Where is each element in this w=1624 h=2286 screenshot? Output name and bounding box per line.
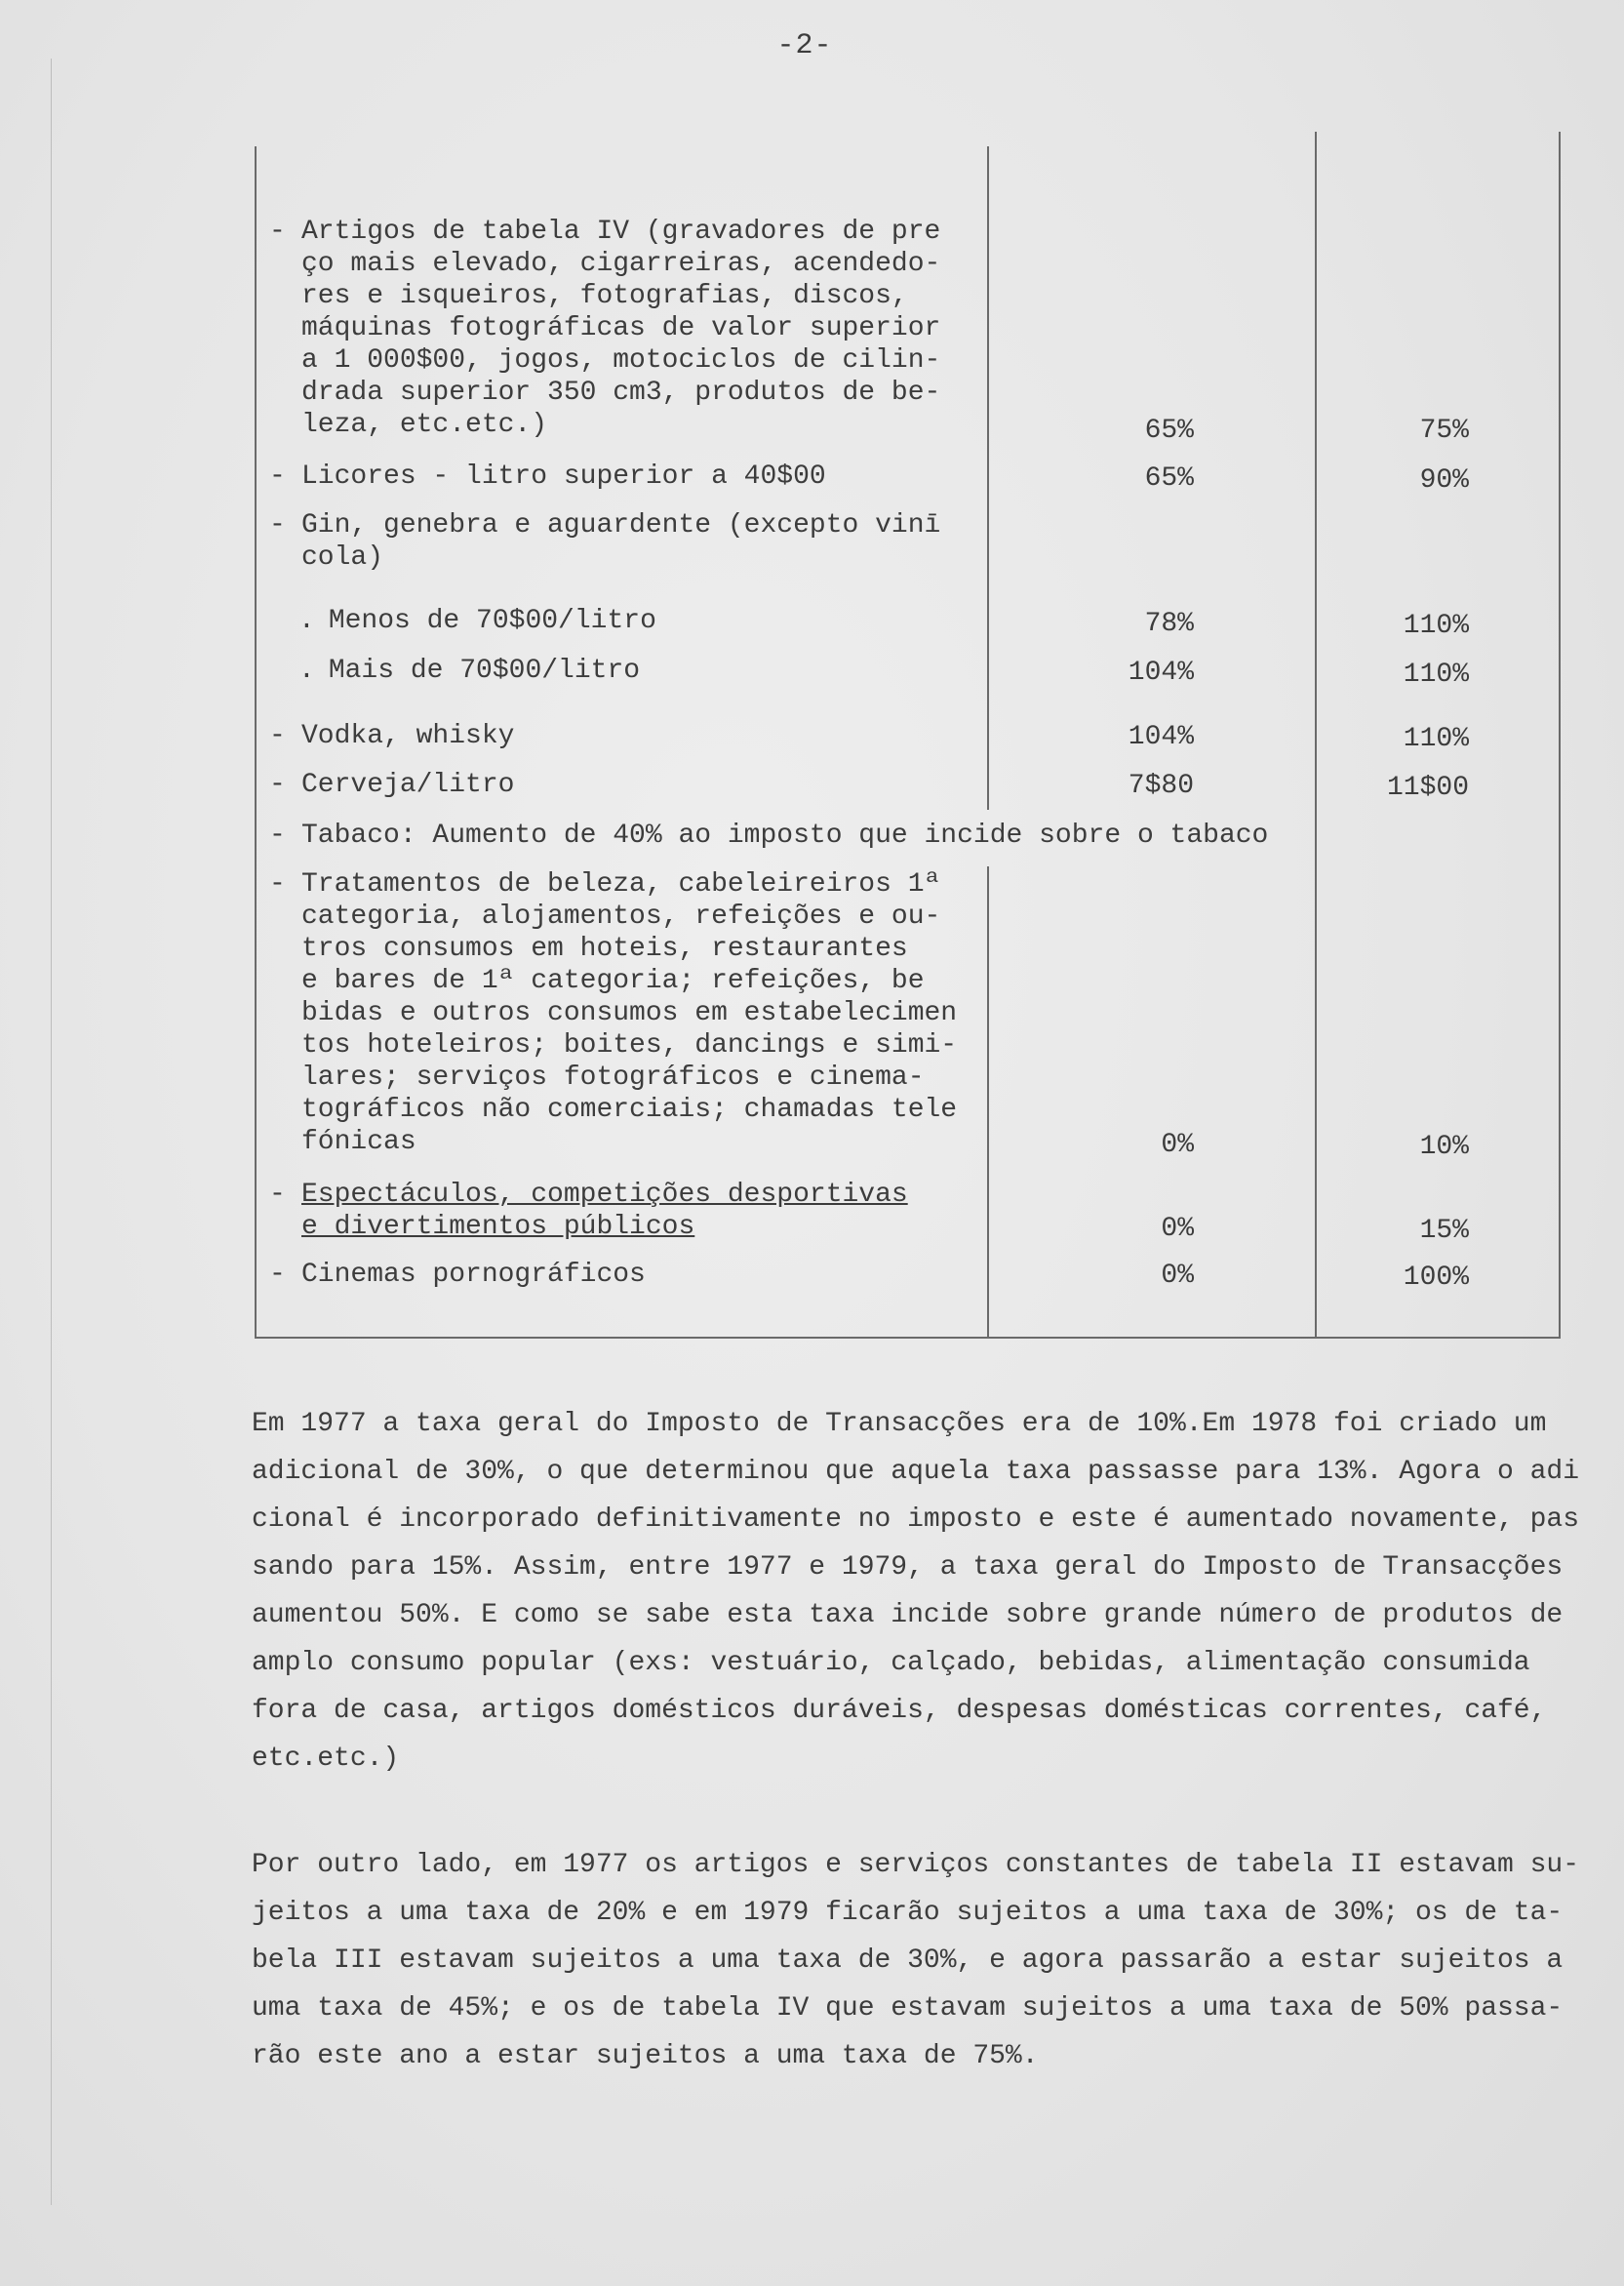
page-number: -2- [776,29,833,62]
value-1979: 10% [1419,1132,1469,1162]
row-text-line: ço mais elevado, cigarreiras, acendedo- [301,249,941,279]
value-1979: 110% [1403,724,1469,754]
row-text-line: fónicas [301,1127,416,1157]
paragraph [252,1841,1580,2080]
value-1977: 104% [1128,722,1194,752]
value-1977: 7$80 [1128,771,1194,801]
document-page: -2- - Artigos de tabela IV (gravadores de pre ço mais elevado, cigarreiras, acendedo- res e isqueiros, fotografias, discos, máquinas fotográficas de valor superior a 1 000$00, jogos, motociclos de cilin- drada superior 350 cm3, produtos de be- leza, etc.etc.) 65% 75% - Licores - litro superior a 40$00 65% 90% - Gin, genebra e aguardente (excepto vinī cola) . Menos de 70$00/litro 78% 110% . Mais de 70$00/litro 104% 110% - Vodka, whisky 104% 110% - Cerveja/litro 7$80 11$00 - Tabaco: Aumento de 40% ao imposto que incide sobre o tabaco - Tratamentos de beleza, cabeleireiros 1ª categoria, alojamentos, refeições e ou- tros consumos em hoteis, restaurantes e bares de 1ª categoria; refeições, be bidas e outros consumos em estabelecimen tos hoteleiros; boites, dancings e simi- lares; serviços fotográficos e cinema- tográficos não comerciais; chamadas tele fónicas 0% 10% - Espectáculos, competições desportivas e divertimentos públicos 0% 15% - Cinemas pornográficos 0% 100% Em 1977 a taxa geral do Imposto de Transacções era de 10%.Em 1978 foi criado um adicional de 30%, o que determinou que aquela taxa passasse para 13%. Agora o adi cional é incorporado definitivamente no imposto e este é aumentado novamente, pas sando para 15%. Assim, entre 1977 e 1979, a taxa geral do Imposto de Transacções aumentou 50%. E como se sabe esta taxa incide sobre grande número de produtos de amplo consumo popular (exs: vestuário, calçado, bebidas, alimentação consumida fora de casa, artigos domésticos duráveis, despesas domésticas correntes, café, etc.etc.) Por outro lado, em 1977 os artigos e serviços constantes de tabela II estavam su- jeitos a uma taxa de 20% e em 1979 ficarão sujeitos a uma taxa de 30%; os de ta- bela III estavam sujeitos a uma taxa de 30%, e agora passarão a estar sujeitos a uma taxa de 45%; e os de tabela IV que estavam sujeitos a uma taxa de 50% passa- rão este ano a estar sujeitos a uma taxa de 75%. [0,0,1624,2286]
paragraph-line: amplo consumo popular (exs: vestuário, calçado, bebidas, alimentação consumida [252,1648,1530,1678]
row-text-line: Cinemas pornográficos [301,1260,646,1290]
value-1977: 78% [1144,609,1194,639]
value-1977: 0% [1161,1130,1194,1160]
row-text-line: bidas e outros consumos em estabelecimen [301,998,958,1028]
table-subrow: . Menos de 70$00/litro [298,606,656,636]
value-1979: 110% [1403,660,1469,690]
value-1979: 110% [1403,611,1469,641]
paragraph-line: sando para 15%. Assim, entre 1977 e 1979, a taxa geral do Imposto de Transacções [252,1552,1564,1583]
row-text-line: Artigos de tabela IV (gravadores de pre [301,217,941,247]
value-1977: 0% [1161,1214,1194,1244]
table-col1-border [987,146,989,810]
value-1977: 65% [1144,463,1194,494]
table-bottom-border [255,1337,1561,1339]
subrow-text: Menos de 70$00/litro [328,606,656,636]
row-text-line: categoria, alojamentos, refeições e ou- [301,902,941,932]
paragraph [252,1400,1580,1783]
paragraph-line: jeitos a uma taxa de 20% e em 1979 ficarão sujeitos a uma taxa de 30%; os de ta- [252,1898,1564,1928]
row-text-line: e divertimentos públicos [301,1212,695,1242]
row-text-line: Cerveja/litro [301,770,515,800]
paragraph-line: aumentou 50%. E como se sabe esta taxa incide sobre grande número de produtos de [252,1600,1564,1630]
value-1979: 100% [1403,1263,1469,1293]
row-text-line: cola) [301,542,384,573]
page-left-edge [51,59,52,2205]
row-text-line: Tratamentos de beleza, cabeleireiros 1ª [301,869,941,900]
row-text-line: tográficos não comerciais; chamadas tele [301,1095,958,1125]
row-text-line: Espectáculos, competições desportivas [301,1180,908,1210]
row-text-line: Gin, genebra e aguardente (excepto vinī [301,510,941,541]
value-1977: 104% [1128,658,1194,688]
value-1979: 11$00 [1386,773,1469,803]
paragraph-line: rão este ano a estar sujeitos a uma taxa de 75%. [252,2041,1039,2071]
row-text-line: drada superior 350 cm3, produtos de be- [301,378,941,408]
paragraph-line: bela III estavam sujeitos a uma taxa de 30%, e agora passarão a estar sujeitos a [252,1945,1564,1976]
paragraph-line: Por outro lado, em 1977 os artigos e serviços constantes de tabela II estavam su- [252,1850,1580,1880]
subrow-text: Mais de 70$00/litro [328,656,641,686]
row-text-line: lares; serviços fotográficos e cinema- [301,1063,925,1093]
row-text-line: Licores - litro superior a 40$00 [301,461,826,492]
row-text-line: leza, etc.etc.) [301,410,548,440]
table-left-border [255,146,257,1339]
value-1977: 65% [1144,416,1194,446]
row-text-line: e bares de 1ª categoria; refeições, be [301,966,925,996]
paragraph-line: Em 1977 a taxa geral do Imposto de Transacções era de 10%.Em 1978 foi criado um [252,1409,1547,1439]
paragraph-line: etc.etc.) [252,1744,400,1774]
paragraph-line: adicional de 30%, o que determinou que aquela taxa passasse para 13%. Agora o adi [252,1457,1580,1487]
row-text-line: a 1 000$00, jogos, motociclos de cilin- [301,345,941,376]
table-subrow: . Mais de 70$00/litro [298,656,641,686]
row-text-line: tros consumos em hoteis, restaurantes [301,934,908,964]
paragraph-line: fora de casa, artigos domésticos duráveis, despesas domésticas correntes, café, [252,1696,1547,1726]
row-text-line: res e isqueiros, fotografias, discos, [301,281,908,311]
value-1979: 75% [1419,416,1469,446]
row-text-line: tos hoteleiros; boites, dancings e simi- [301,1030,958,1061]
value-1979: 90% [1419,465,1469,496]
value-1977: 0% [1161,1261,1194,1291]
row-text-line: Vodka, whisky [301,721,515,751]
value-1979: 15% [1419,1216,1469,1246]
paragraph-line: uma taxa de 45%; e os de tabela IV que estavam sujeitos a uma taxa de 50% passa- [252,1993,1564,2024]
row-text-line: máquinas fotográficas de valor superior [301,313,941,343]
row-text-line: Tabaco: Aumento de 40% ao imposto que incide sobre o tabaco [301,821,1269,851]
table-col1-border-lower [987,866,989,1339]
paragraph-line: cional é incorporado definitivamente no imposto e este é aumentado novamente, pas [252,1504,1580,1535]
table-right-border [1559,132,1561,1339]
